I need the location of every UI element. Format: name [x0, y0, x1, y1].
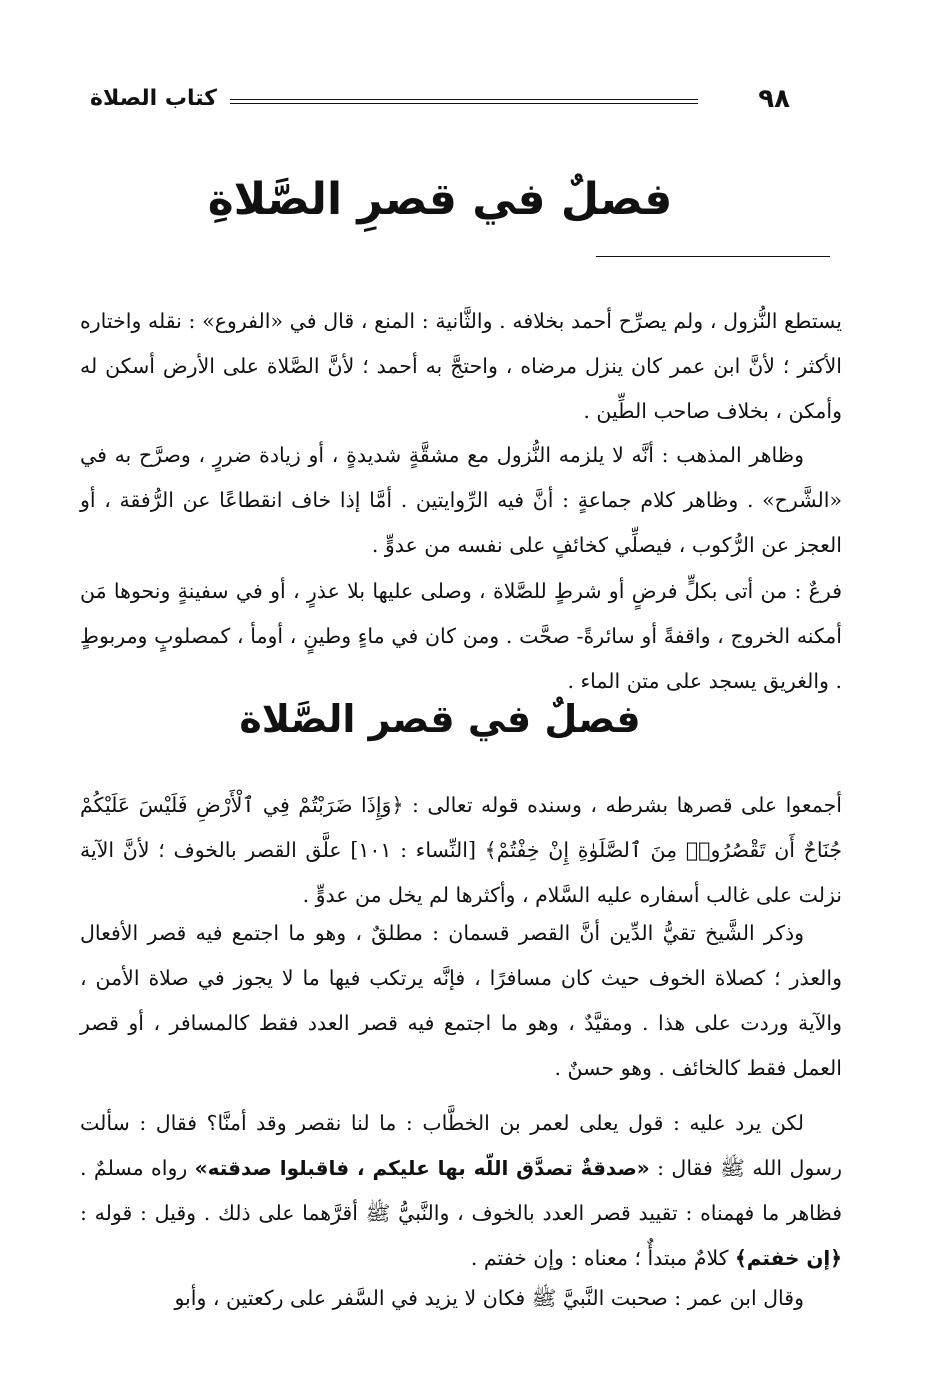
page-header [90, 84, 790, 114]
paragraph: أجمعوا على قصرها بشرطه ، وسنده قوله تعالى : ﴿وَإِذَا ضَرَبْتُمْ فِي ٱلْأَرْضِ فَلَيْسَ عَلَيْكُمْ جُنَاحٌ أَن تَقْصُرُوا۟ مِنَ ٱلصَّلَوٰةِ إِنْ خِفْتُمْ﴾ [النِّساء : ١٠١] علَّق القصر بالخوف ؛ لأنَّ الآية نزلت على غالب أسفاره عليه السَّلام ، وأكثرها لم يخل من عدوٍّ . [80, 792, 842, 907]
paragraph-text: رواه مسلمٌ . فظاهر ما فهمناه : تقييد قصر العدد بالخوف ، والنَّبيُّ ﷺ أقرَّهما على ذلك . وقيل : قوله : [80, 1155, 842, 1225]
paragraph [80, 1101, 842, 1281]
verse-quote: ﴿إن خفتم﴾ [735, 1245, 842, 1270]
page-number: ٩٨ [758, 84, 790, 114]
paragraph-text: كلامٌ مبتدأٌ ؛ معناه : وإن خفتم . [470, 1245, 736, 1270]
section-heading: فصلٌ في قصر الصَّلاة [239, 697, 641, 741]
heading-underline [596, 256, 830, 257]
header-rule [230, 99, 698, 100]
section-heading: فصلٌ في قصرِ الصَّلاةِ [207, 174, 673, 225]
paragraph: يستطع النُّزول ، ولم يصرِّح أحمد بخلافه . والثَّانية : المنع ، قال في «الفروع» : نقله واختاره الأكثر ؛ لأنَّ ابن عمر كان ينزل مرضاه ، واحتجَّ به أحمد ؛ لأنَّ الصَّلاة على الأرض أسكن له وأمكن ، بخلاف صاحب الطِّين . [80, 308, 843, 423]
hadith-quote: «صدقةٌ تصدَّق اللّه بها عليكم ، فاقبلوا صدقته» [194, 1155, 650, 1180]
header-rule-double [230, 103, 698, 104]
paragraph: وظاهر المذهب : أنَّه لا يلزمه النُّزول مع مشقَّةٍ شديدةٍ ، أو زيادة ضررٍ ، وصرَّح به في «الشَّرح» . وظاهر كلام جماعةٍ : أنَّ فيه الرِّوايتين . أمَّا إذا خاف انقطاعًا عن الرُّفقة ، أو العجز عن الرُّكوب ، فيصلِّي كخائفٍ على نفسه من عدوٍّ . [80, 442, 842, 557]
paragraph: وذكر الشَّيخ تقيُّ الدِّين أنَّ القصر قسمان : مطلقٌ ، وهو ما اجتمع فيه قصر الأفعال والعذر ؛ كصلاة الخوف حيث كان مسافرًا ، فإنَّه يرتكب فيها ما لا يجوز في صلاة الأمن ، والآية وردت على هذا . ومقيَّدٌ ، وهو ما اجتمع فيه قصر العدد فقط كالمسافر ، أو قصر العمل فقط كالخائف . وهو حسنٌ . [80, 920, 842, 1080]
paragraph: وقال ابن عمر : صحبت النَّبيَّ ﷺ فكان لا يزيد في السَّفر على ركعتين ، وأبو [174, 1285, 804, 1310]
paragraph-note: فرعٌ : من أتى بكلٍّ فرضٍ أو شرطٍ للصَّلاة ، وصلى عليها بلا عذرٍ ، أو في سفينةٍ ونحوها مَن أمكنه الخروج ، واقفةً أو سائرةً- صحَّت . ومن كان في ماءٍ وطينٍ ، أومأ ، كمصلوبٍ ومربوطٍ . والغريق يسجد على متن الماء . [80, 578, 842, 693]
paragraph-text: لكن يرد عليه : قول يعلى لعمر بن الخطَّاب : ما لنا نقصر وقد أمنَّا؟ فقال : سألت رسول الله ﷺ فقال : [80, 1110, 843, 1180]
running-title: كتاب الصلاة [90, 86, 217, 111]
